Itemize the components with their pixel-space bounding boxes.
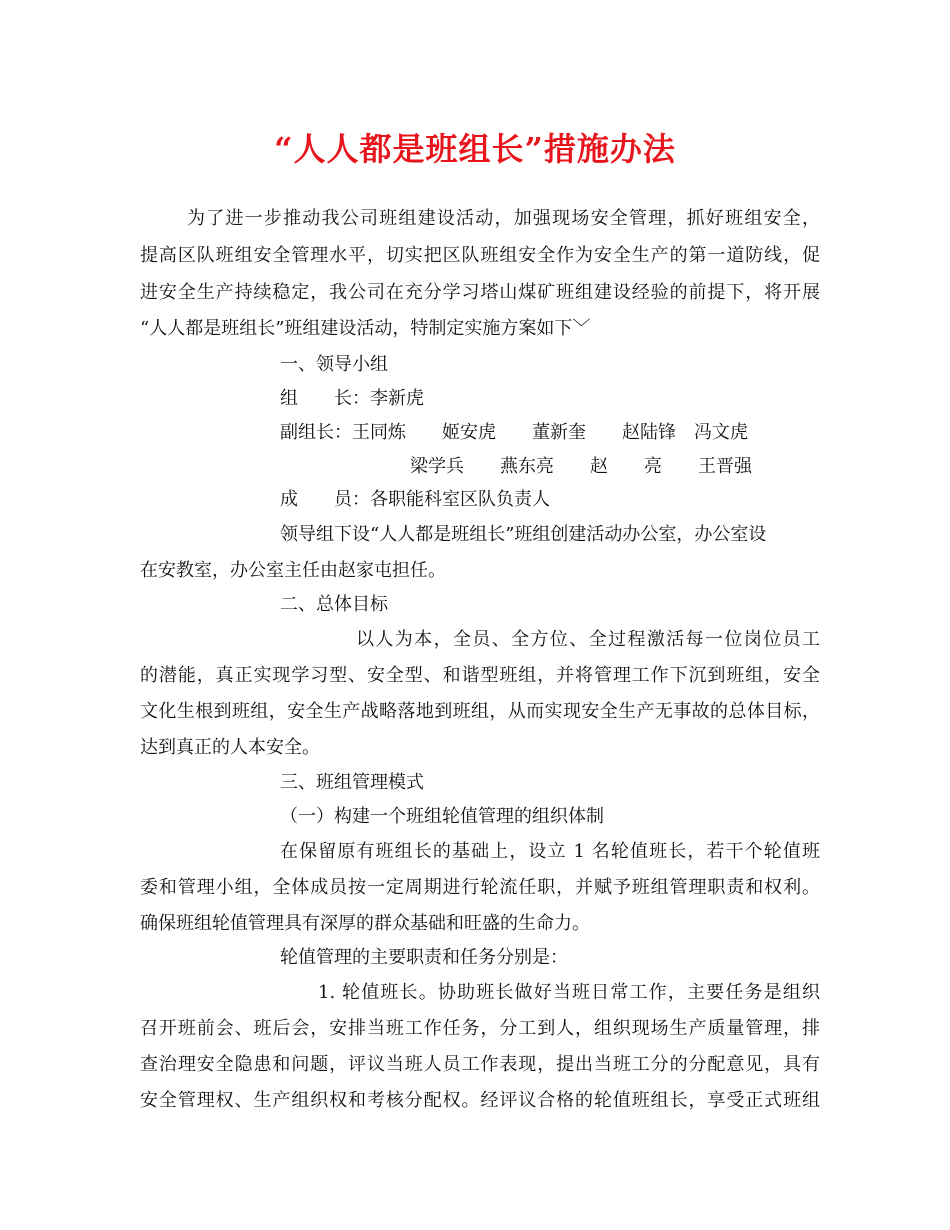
intro-line-1: 为了进一步推动我公司班组建设活动，加强现场安全管理，抓好班组安全， — [187, 208, 820, 229]
goal-line-3: 文化生根到班组，安全生产战略落地到班组，从而实现安全生产无事故的总体目标， — [140, 701, 820, 722]
section-heading-1: 一、领导小组 — [280, 354, 388, 375]
duty-1-line-2: 召开班前会、班后会，安排当班工作任务，分工到人，组织现场生产质量管理，排 — [140, 1018, 820, 1039]
intro-line-2: 提高区队班组安全管理水平，切实把区队班组安全作为安全生产的第一道防线，促 — [140, 245, 820, 266]
duties-intro: 轮值管理的主要职责和任务分别是： — [280, 947, 568, 968]
subsection-heading-1: （一）构建一个班组轮值管理的组织体制 — [280, 806, 604, 827]
org-line-3: 确保班组轮值管理具有深厚的群众基础和旺盛的生命力。 — [140, 913, 590, 934]
office-line-1: 领导组下设“人人都是班组长”班组创建活动办公室，办公室设 — [280, 524, 767, 545]
document-title: “人人都是班组长”措施办法 — [274, 130, 676, 168]
deputy-leaders-line-2: 梁学兵 燕东亮 赵 亮 王晋强 — [410, 456, 752, 477]
org-line-1: 在保留原有班组长的基础上，设立 1 名轮值班长，若干个轮值班 — [280, 841, 820, 862]
intro-line-3: 进安全生产持续稳定，我公司在充分学习塔山煤矿班组建设经验的前提下，将开展 — [140, 282, 820, 303]
duty-1-line-4: 安全管理权、生产组织权和考核分配权。经评议合格的轮值班组长，享受正式班组 — [140, 1090, 820, 1111]
members-line: 成 员：各职能科室区队负责人 — [280, 489, 550, 510]
leader-line: 组 长：李新虎 — [280, 388, 424, 409]
section-heading-2: 二、总体目标 — [280, 594, 388, 615]
goal-line-2: 的潜能，真正实现学习型、安全型、和谐型班组，并将管理工作下沉到班组，安全 — [140, 665, 820, 686]
duty-1-line-1: 1. 轮值班长。协助班长做好当班日常工作，主要任务是组织 — [318, 982, 820, 1003]
duty-1-line-3: 查治理安全隐患和问题，评议当班人员工作表现，提出当班工分的分配意见，具有 — [140, 1054, 820, 1075]
section-heading-3: 三、班组管理模式 — [280, 772, 424, 793]
deputy-leaders-line-1: 副组长：王同炼 姬安虎 董新奎 赵陆锋 冯文虎 — [280, 422, 748, 443]
goal-line-1: 以人为本，全员、全方位、全过程激活每一位岗位员工 — [356, 629, 820, 650]
goal-line-4: 达到真正的人本安全。 — [140, 737, 320, 758]
org-line-2: 委和管理小组，全体成员按一定周期进行轮流任职，并赋予班组管理职责和权利。 — [140, 877, 820, 898]
intro-line-4: “人人都是班组长”班组建设活动，特制定实施方案如下﹀ — [140, 318, 591, 339]
office-line-2: 在安教室，办公室主任由赵家屯担任。 — [140, 560, 446, 581]
